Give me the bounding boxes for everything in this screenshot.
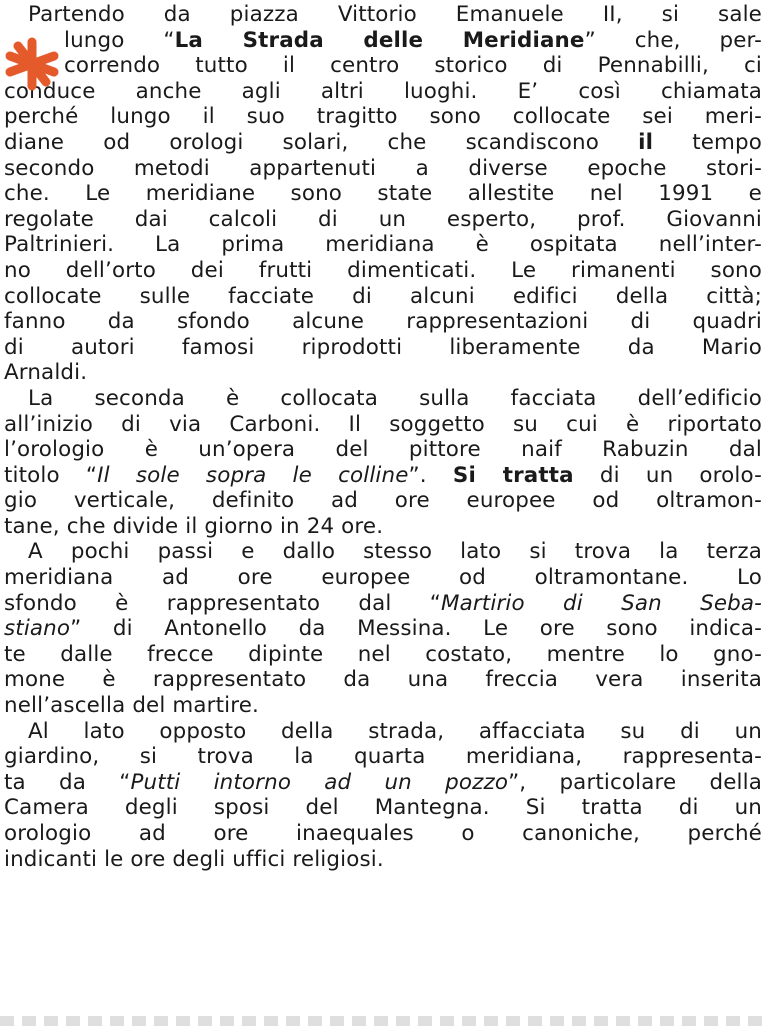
asterisk-icon [2,36,62,92]
text-line: perché lungo il suo tragitto sono collocate sei meri- [4,104,762,130]
text-line: secondo metodi appartenuti a diverse epoche stori- [4,155,762,181]
paragraph-3 [4,539,762,718]
text-line: fanno da sfondo alcune rappresentazioni di quadri [4,309,762,335]
text-line: titolo “Il sole sopra le colline”. Si tratta di un orolo- [4,462,762,488]
text-line: nell’ascella del martire. [4,693,259,719]
text-line: lungo “La Strada delle Meridiane” che, per- [64,27,763,53]
text-line: A pochi passi e dallo stesso lato si trova la terza [28,539,762,565]
text-line: regolate dai calcoli di un esperto, prof. Giovanni [4,206,762,232]
text-line: gio verticale, definito ad ore europee od oltramon- [4,488,762,514]
text-line: ta da “Putti intorno ad un pozzo”, particolare della [4,769,762,795]
text-line: La seconda è collocata sulla facciata dell’edificio [28,385,762,411]
artwork-title: Putti intorno ad un pozzo [130,769,509,795]
text-line: mone è rappresentato da una freccia vera inserita [4,667,762,693]
text-line: Partendo da piazza Vittorio Emanuele II, si sale [28,2,762,27]
paragraph-4 [4,719,762,873]
artwork-title: stiano [4,616,71,642]
text-line: collocate sulle facciate di alcuni edifici della città; [4,283,762,309]
text-line: di autori famosi riprodotti liberamente da Mario [4,334,762,360]
text-line: Camera degli sposi del Mantegna. Si tratta di un [4,795,762,821]
strada-meridiane-title: La Strada delle Meridiane [174,27,585,53]
artwork-title: Il sole sopra le colline [97,462,409,488]
text-line: che. Le meridiane sono state allestite nel 1991 e [4,181,762,207]
text-line: all’inizio di via Carboni. Il soggetto su cui è riportato [4,411,762,437]
text-line: meridiana ad ore europee od oltramontane. Lo [4,565,762,591]
text-line: orologio ad ore inaequales o canoniche, perché [4,821,762,846]
cut-off-next-line [0,1016,768,1026]
text-line: stiano” di Antonello da Messina. Le ore sono indica- [4,616,762,642]
text-line: giardino, si trova la quarta meridiana, rappresenta- [4,744,762,770]
text-line: Al lato opposto della strada, affacciata su di un [28,718,762,744]
text-line: l’orologio è un’opera del pittore naif Rabuzin dal [4,437,762,463]
paragraph-2 [4,386,762,540]
text-line: correndo tutto il centro storico di Pennabilli, ci [64,53,762,79]
text-line: Arnaldi. [4,360,88,386]
text-line: sfondo è rappresentato dal “Martirio di San Seba- [4,590,762,616]
paragraph-1 [4,2,762,386]
text-line: no dell’orto dei frutti dimenticati. Le rimanenti sono [4,257,762,283]
text-line: conduce anche agli altri luoghi. E’ così chiamata [4,78,762,104]
text-line: diane od orologi solari, che scandiscono il tempo [4,129,762,155]
text-line: te dalle frecce dipinte nel costato, mentre lo gno- [4,641,762,667]
text-line: indicanti le ore degli uffici religiosi. [4,846,384,872]
text-line: tane, che divide il giorno in 24 ore. [4,513,384,539]
artwork-title: Martirio di San Seba- [441,590,762,616]
text-line: Paltrinieri. La prima meridiana è ospitata nell’inter- [4,232,762,258]
